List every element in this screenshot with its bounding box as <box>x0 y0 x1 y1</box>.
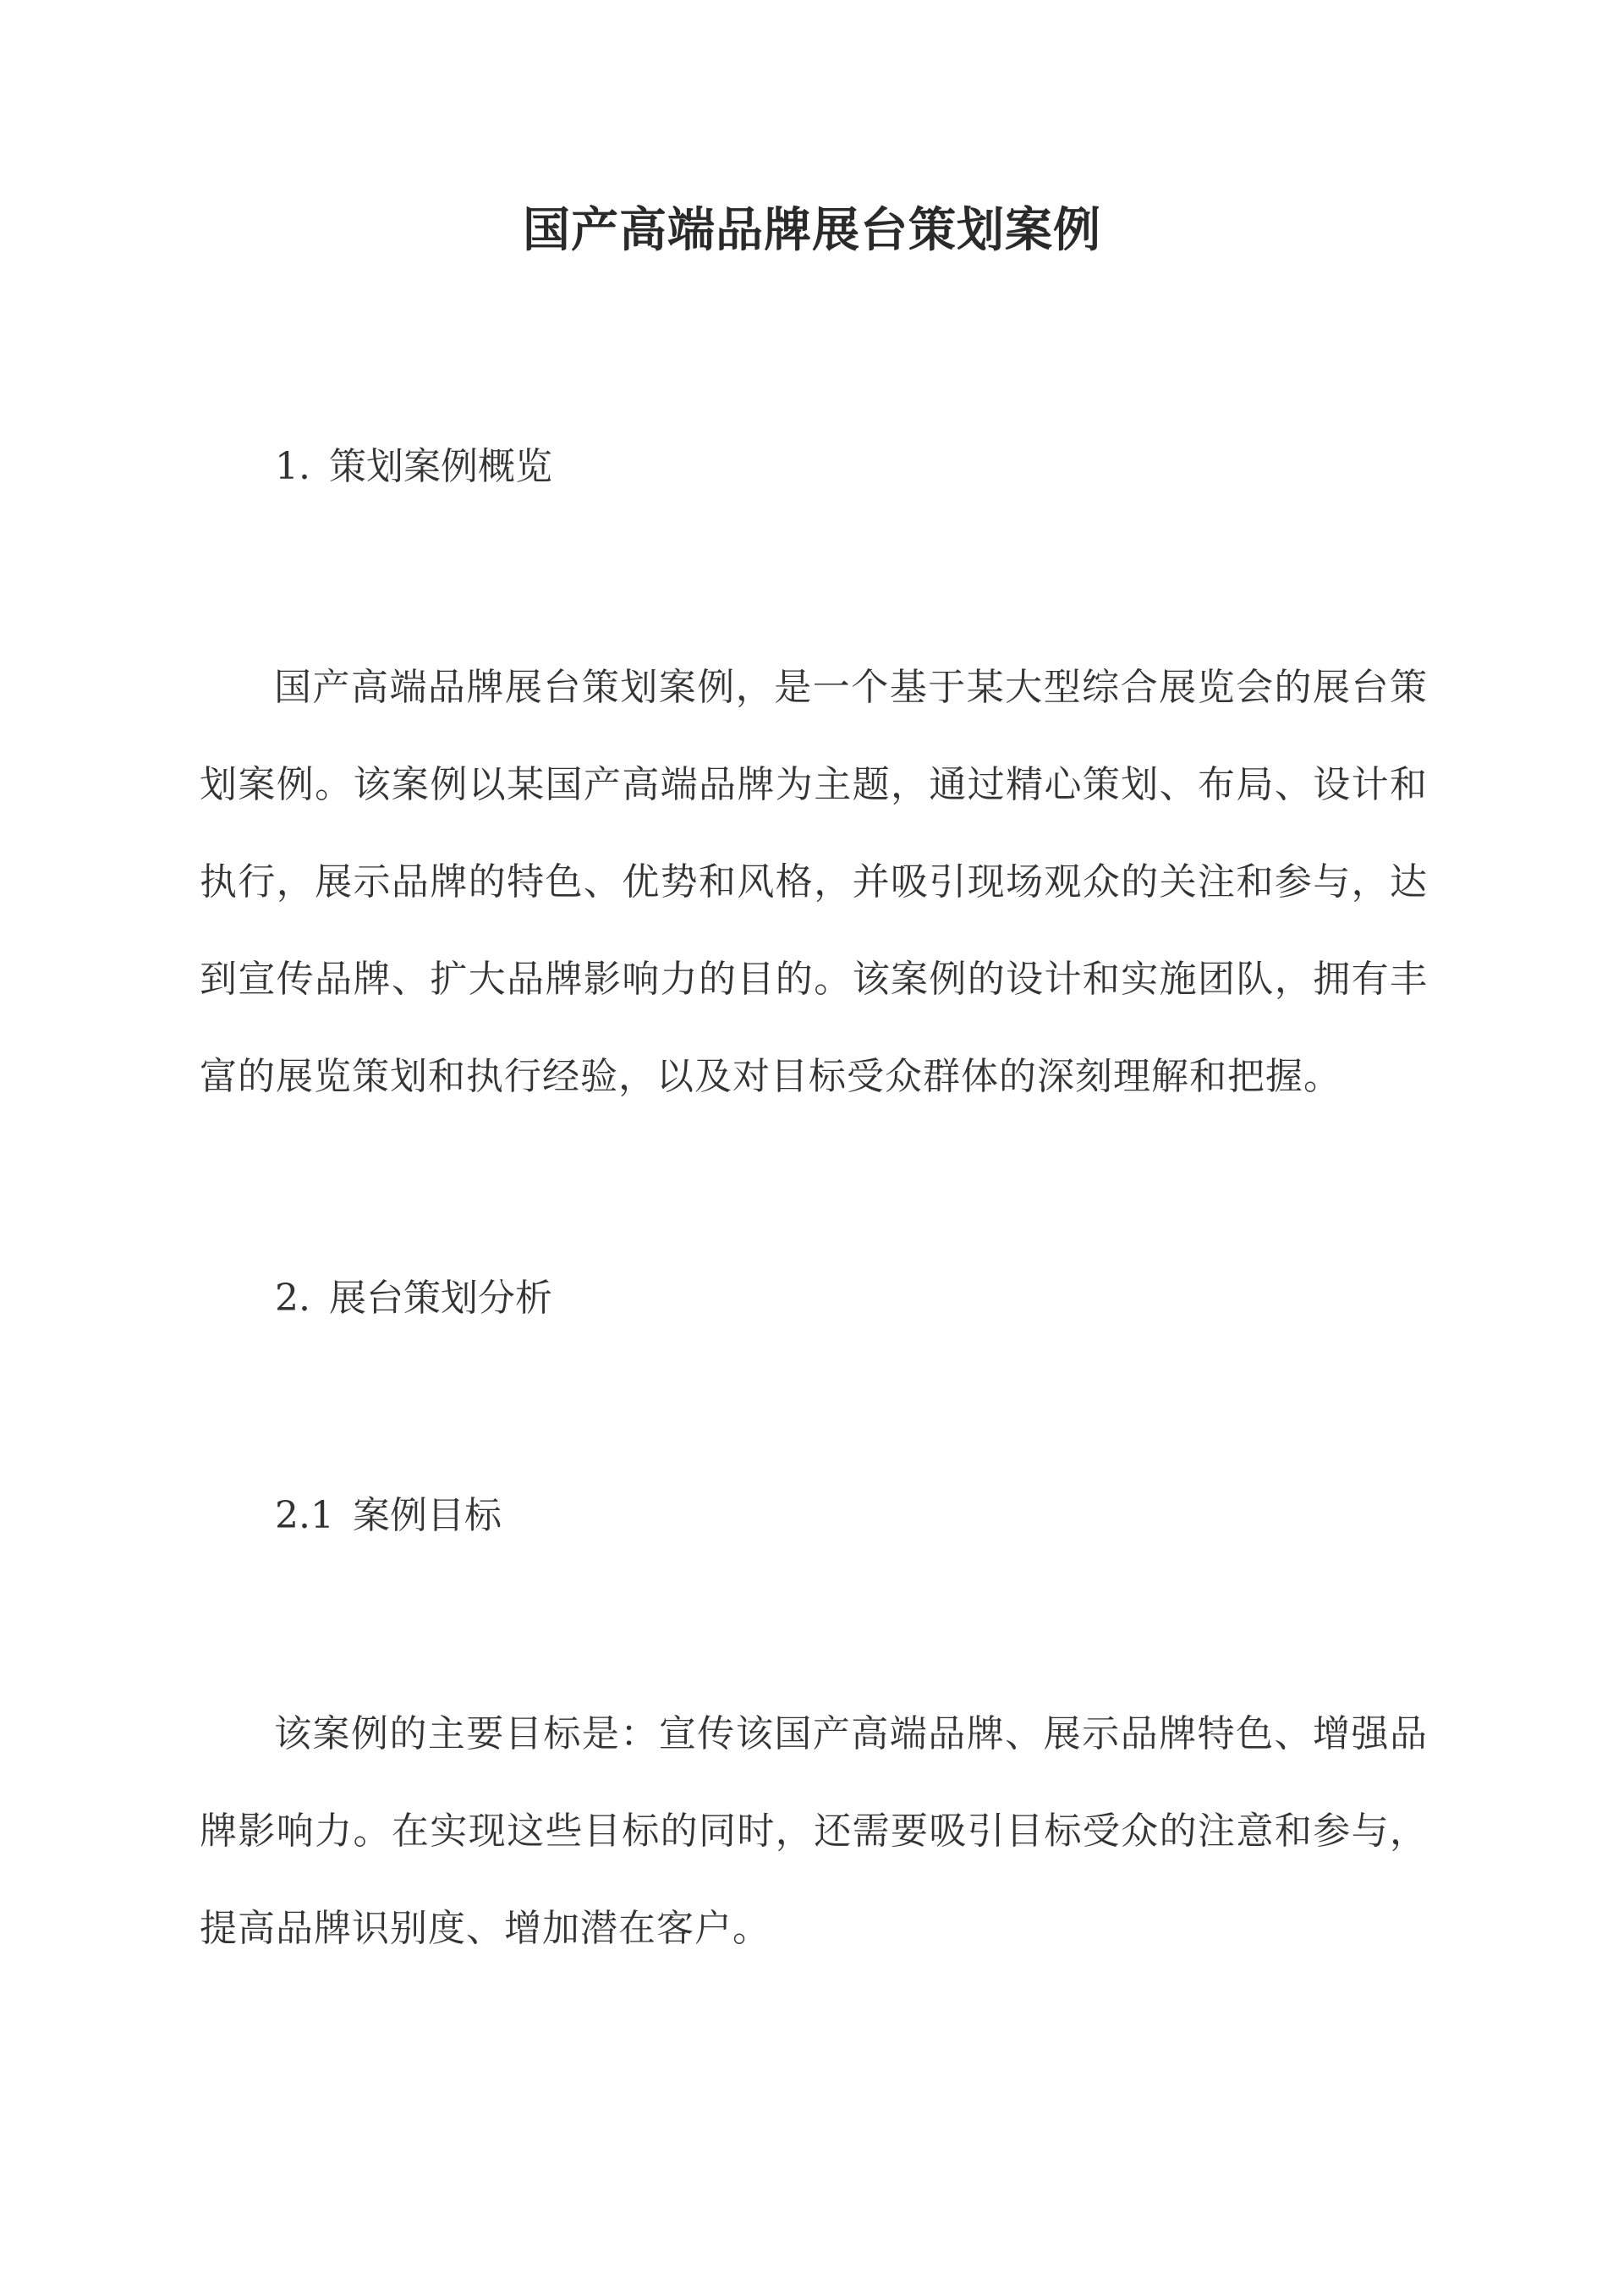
section-title: 展台策划分析 <box>328 1277 552 1320</box>
section-number: 2. <box>275 1277 310 1320</box>
section-paragraph-2-1: 该案例的主要目标是：宣传该国产高端品牌、展示品牌特色、增强品牌影响力。在实现这些目标的同时，还需要吸引目标受众的注意和参与，提高品牌识别度、增加潜在客户。 <box>200 1712 1428 1950</box>
section-number: 1. <box>275 445 310 488</box>
section-title: 策划案例概览 <box>328 445 552 488</box>
section-heading-2 <box>275 1273 552 1324</box>
section-number: 2.1 <box>275 1494 334 1537</box>
section-title: 案例目标 <box>352 1494 502 1537</box>
section-heading-2-1 <box>275 1491 502 1541</box>
section-heading-1 <box>275 442 552 492</box>
section-paragraph-1: 国产高端品牌展台策划案例，是一个基于某大型综合展览会的展台策划案例。该案例以某国产高端品牌为主题，通过精心策划、布局、设计和执行，展示品牌的特色、优势和风格，并吸引现场观众的关注和参与，达到宣传品牌、扩大品牌影响力的目的。该案例的设计和实施团队，拥有丰富的展览策划和执行经验，以及对目标受众群体的深刻理解和把握。 <box>200 666 1428 1098</box>
document-title: 国产高端品牌展台策划案例 <box>523 202 1101 258</box>
